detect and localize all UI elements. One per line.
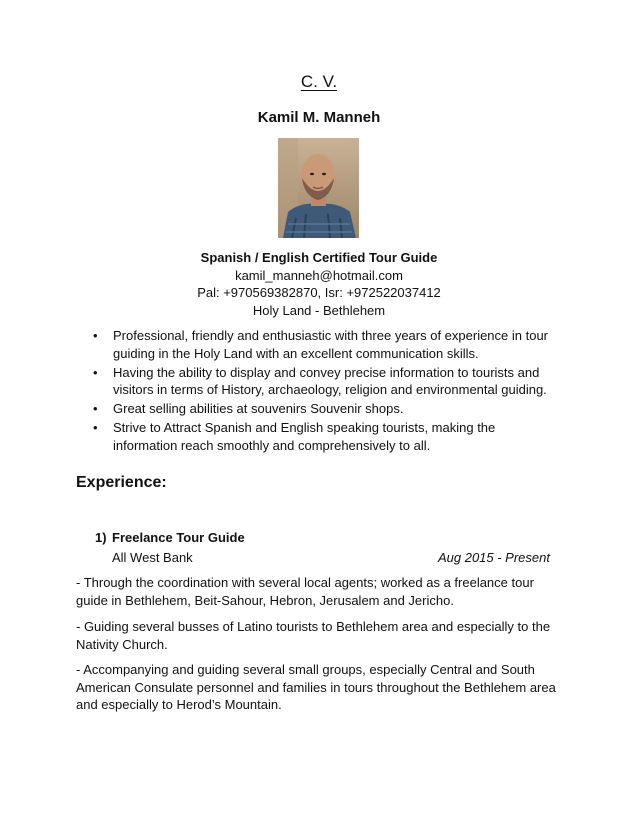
summary-item-text: Professional, friendly and enthusiastic with three years of experience in tour guiding in the Holy Land with an excellent communication skills. <box>113 328 549 361</box>
person-name: Kamil M. Manneh <box>257 109 381 126</box>
summary-item <box>93 419 563 454</box>
job-location: All West Bank <box>112 549 193 565</box>
contact-block <box>0 249 638 319</box>
job-number: 1) <box>95 530 107 545</box>
professional-role: Spanish / English Certified Tour Guide <box>200 250 438 265</box>
bullet-icon: • <box>93 401 98 416</box>
bullet-icon: • <box>93 364 98 380</box>
summary-item-text: Great selling abilities at souvenirs Souvenir shops. <box>113 401 404 416</box>
bullet-icon: • <box>93 420 98 435</box>
summary-item-text: Strive to Attract Spanish and English speaking tourists, making the information reach smoothly and comprehensively to all. <box>113 420 496 453</box>
job-dates: Aug 2015 - Present <box>437 549 550 565</box>
experience-heading: Experience: <box>76 474 167 491</box>
email-text: kamil_manneh@hotmail.com <box>235 267 403 283</box>
summary-item <box>93 327 563 362</box>
job-title-line <box>95 529 555 547</box>
bullet-icon: • <box>93 328 98 343</box>
job-entry <box>95 529 555 567</box>
job-title: Freelance Tour Guide <box>112 530 245 545</box>
document-title: C. V. <box>300 72 338 91</box>
summary-list <box>93 327 563 456</box>
summary-item <box>93 364 563 399</box>
phone-numbers: Pal: +970569382870, Isr: +972522037412 <box>197 285 441 300</box>
job-detail-paragraph: - Guiding several busses of Latino tourists to Bethlehem area and especially to the Nativity Church. <box>76 619 551 652</box>
job-detail-paragraph: - Accompanying and guiding several small groups, especially Central and South American Consulate personnel and families in tours throughout the Bethlehem area and especially to Herod’s Mountain. <box>76 662 556 712</box>
job-meta <box>95 549 555 567</box>
job-detail-paragraph: - Through the coordination with several local agents; worked as a freelance tour guide in Bethlehem, Beit-Sahour, Hebron, Jerusalem and Jericho. <box>76 575 534 608</box>
location-text: Holy Land - Bethlehem <box>252 302 386 318</box>
profile-photo <box>278 138 359 238</box>
profile-photo-image <box>278 138 359 238</box>
summary-item <box>93 400 563 418</box>
summary-item-text: Having the ability to display and convey precise information to tourists and visitors in terms of History, archaeology, religion and environmental guiding. <box>113 364 547 397</box>
